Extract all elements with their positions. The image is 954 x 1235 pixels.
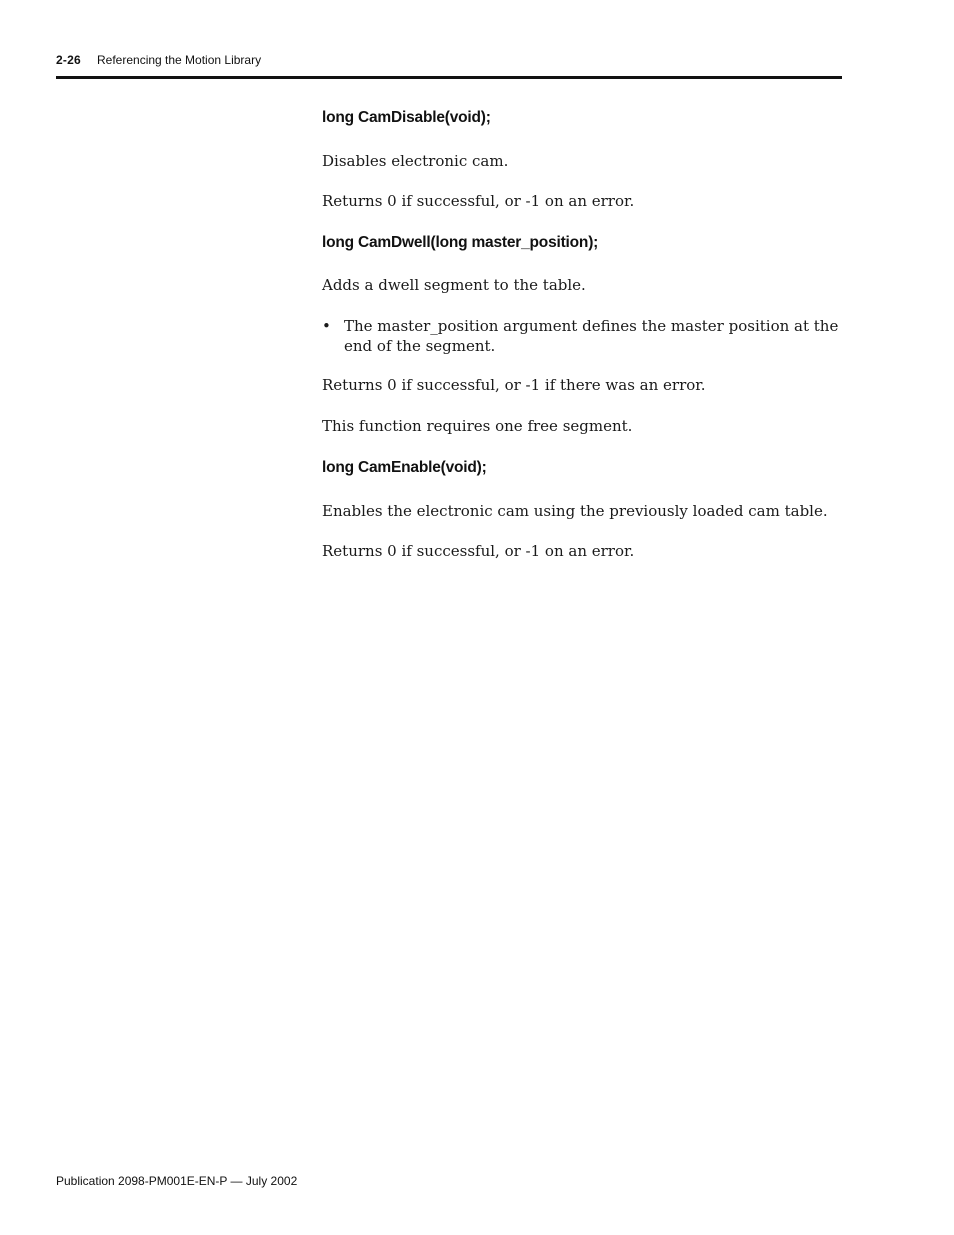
return-value-text: Returns 0 if successful, or -1 on an error. [322,542,635,560]
function-section-camenable [322,457,842,561]
function-section-camdwell [322,232,842,436]
page-header [56,52,842,79]
requirement-text: This function requires one free segment. [322,417,633,435]
return-value-text: Returns 0 if successful, or -1 if there was an error. [322,376,706,394]
function-description: Adds a dwell segment to the table. [322,276,586,294]
argument-list [322,316,842,356]
main-content [322,107,842,561]
function-heading: long CamDwell(long master_position); [322,234,599,251]
function-section-camdisable [322,107,842,211]
function-description: Enables the electronic cam using the previously loaded cam table. [322,502,828,520]
chapter-title: Referencing the Motion Library [97,53,262,67]
bullet-icon: • [322,317,331,335]
bullet-text: The master_position argument defines the master position at the end of the segment. [344,317,839,355]
return-value-text: Returns 0 if successful, or -1 on an error. [322,192,635,210]
page-number: 2-26 [56,53,81,67]
list-item [322,316,842,356]
function-heading: long CamEnable(void); [322,459,487,476]
function-heading: long CamDisable(void); [322,109,491,126]
function-description: Disables electronic cam. [322,152,509,170]
page-footer: Publication 2098-PM001E-EN-P — July 2002 [56,1174,298,1188]
